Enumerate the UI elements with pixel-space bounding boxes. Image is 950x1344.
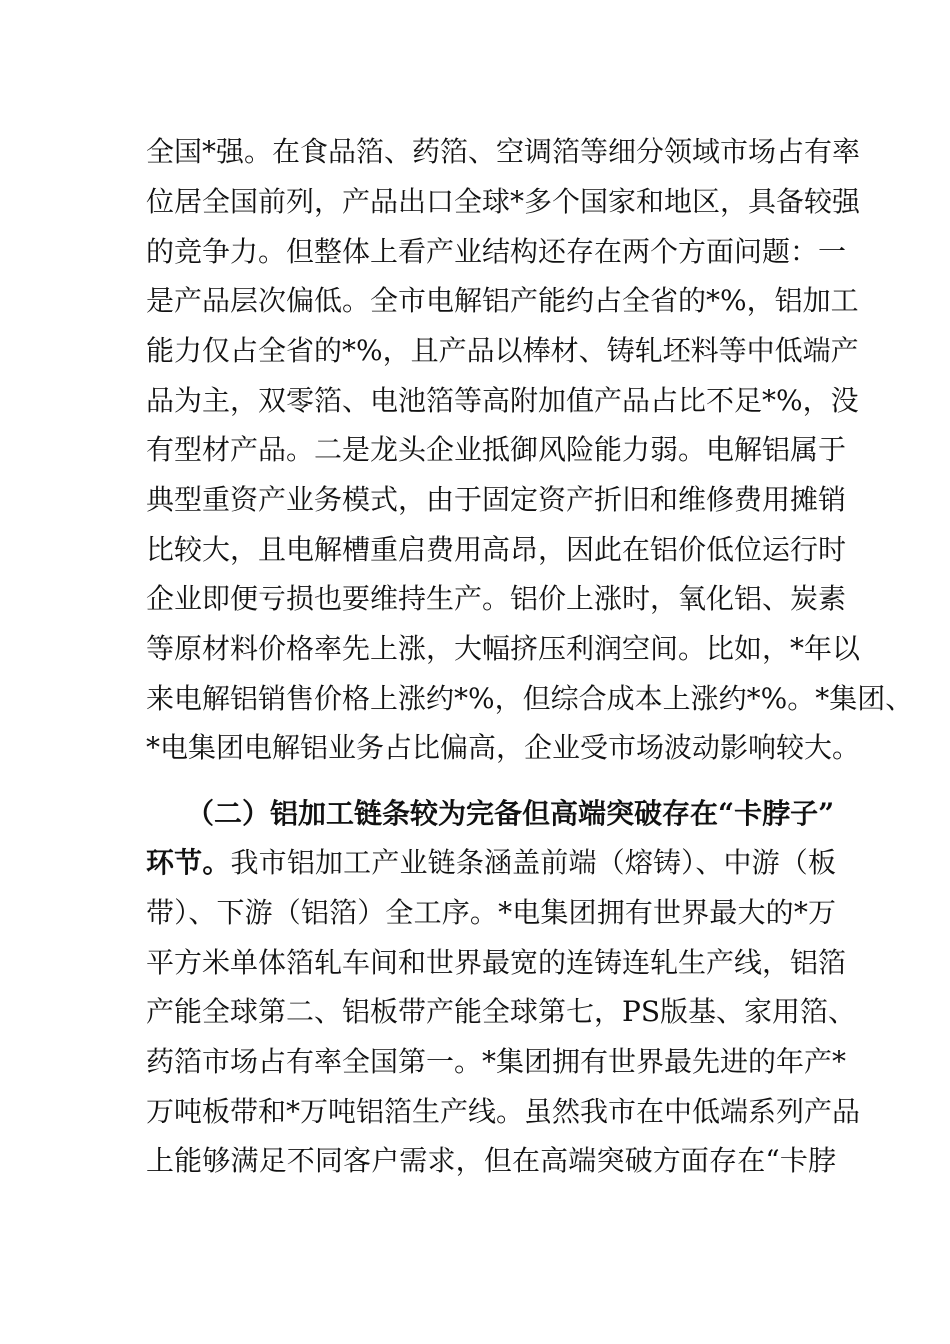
paragraph-line: 位居全国前列，产品出口全球*多个国家和地区，具备较强	[146, 185, 861, 218]
paragraph-line: 万吨板带和*万吨铝箔生产线。虽然我市在中低端系列产品	[146, 1095, 861, 1128]
paragraph-line: 上能够满足不同客户需求，但在高端突破方面存在“卡脖	[146, 1144, 836, 1177]
section-heading-continuation	[146, 843, 836, 883]
paragraph-line: 产能全球第二、铝板带产能全球第七，PS版基、家用箔、	[146, 995, 857, 1028]
paragraph-line: 有型材产品。二是龙头企业抵御风险能力弱。电解铝属于	[146, 433, 847, 466]
paragraph-line: 平方米单体箔轧车间和世界最宽的连铸连轧生产线，铝箔	[146, 946, 847, 979]
section-heading: （二）铝加工链条较为完备但高端突破存在“卡脖子”	[186, 797, 835, 830]
paragraph-line: 药箔市场占有率全国第一。*集团拥有世界最先进的年产*	[146, 1045, 847, 1078]
paragraph-line: 比较大，且电解槽重启费用高昂，因此在铝价低位运行时	[146, 533, 847, 566]
paragraph-line: *电集团电解铝业务占比偏高，企业受市场波动影响较大。	[146, 731, 861, 764]
paragraph-line: 全国*强。在食品箔、药箔、空调箔等细分领域市场占有率	[146, 135, 861, 168]
paragraph-line: 来电解铝销售价格上涨约*%，但综合成本上涨约*%。*集团、	[146, 682, 914, 715]
paragraph-line: 等原材料价格率先上涨，大幅挤压利润空间。比如，*年以	[146, 632, 861, 665]
paragraph-line: 典型重资产业务模式，由于固定资产折旧和维修费用摊销	[146, 483, 847, 516]
section-heading-tail: 环节。	[146, 846, 231, 879]
paragraph-line: 品为主，双零箔、电池箔等高附加值产品占比不足*%，没	[146, 384, 859, 417]
paragraph-line: 带）、下游（铝箔）全工序。*电集团拥有世界最大的*万	[146, 896, 836, 929]
section-body-start: 我市铝加工产业链条涵盖前端（熔铸）、中游（板	[230, 846, 836, 879]
paragraph-line: 能力仅占全省的*%，且产品以棒材、铸轧坯料等中低端产	[146, 334, 859, 367]
paragraph-line: 是产品层次偏低。全市电解铝产能约占全省的*%，铝加工	[146, 284, 859, 317]
paragraph-line: 企业即便亏损也要维持生产。铝价上涨时，氧化铝、炭素	[146, 582, 847, 615]
paragraph-line: 的竞争力。但整体上看产业结构还存在两个方面问题：一	[146, 235, 847, 268]
